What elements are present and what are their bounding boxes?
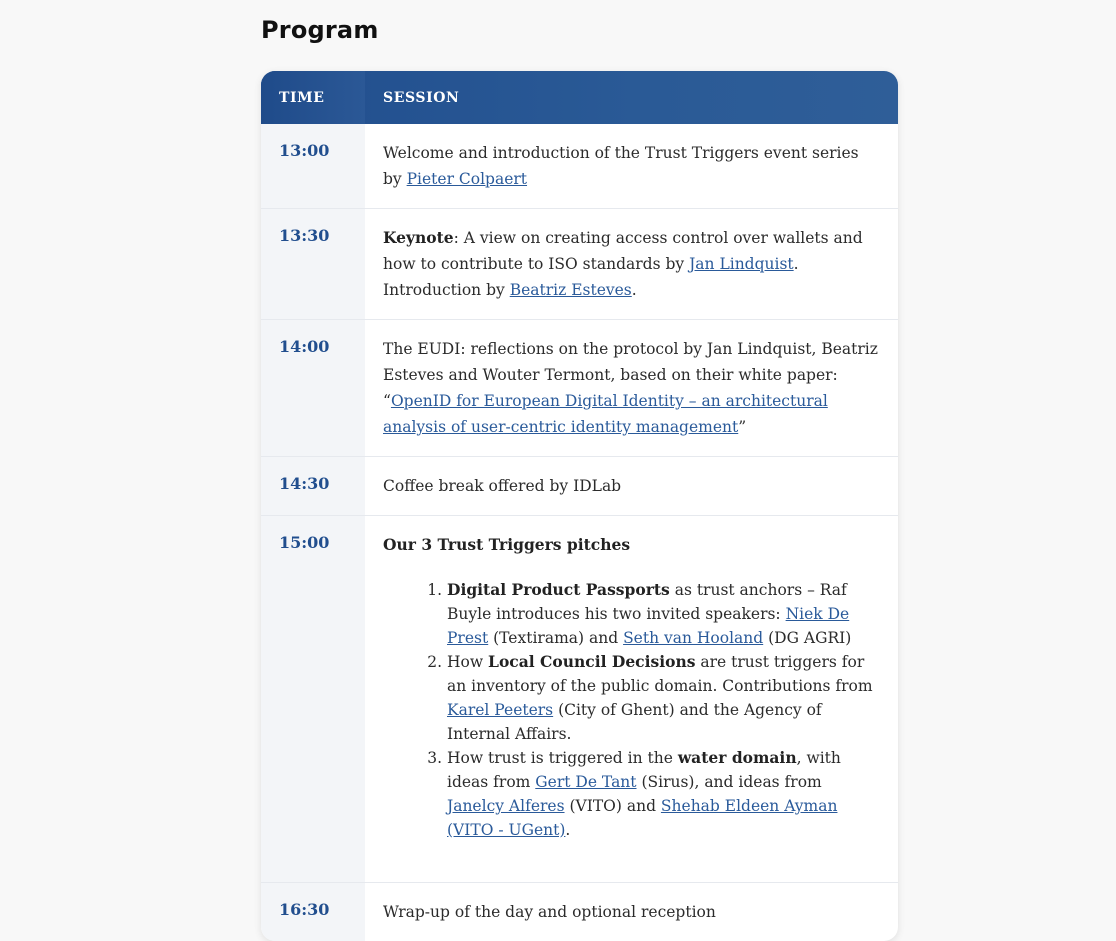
time-cell: 15:00 [261, 516, 365, 882]
bold-text: Digital Product Passports [447, 580, 670, 599]
speaker-link[interactable]: Karel Peeters [447, 701, 554, 719]
speaker-link[interactable]: Seth van Hooland [623, 629, 764, 647]
session-text: Welcome and introduction of the Trust Triggers event series by [383, 144, 859, 188]
speaker-link[interactable]: OpenID for European Digital Identity – an architectural analysis of user-centric identity management [383, 392, 828, 436]
pitches-list [383, 578, 880, 842]
speaker-link[interactable]: Gert De Tant [535, 773, 637, 791]
session-cell [365, 883, 898, 941]
session-text: : A view on creating access control over wallets and how to contribute to ISO standards by [383, 229, 863, 273]
table-row [261, 124, 898, 208]
speaker-link[interactable]: Niek De Prest [447, 605, 850, 647]
table-row [261, 882, 898, 941]
speaker-link[interactable]: Beatriz Esteves [509, 281, 632, 299]
table-body [261, 124, 898, 941]
session-cell [365, 320, 898, 456]
session-cell [365, 457, 898, 515]
table-row [261, 208, 898, 319]
session-text: . [565, 821, 571, 839]
session-text: . [631, 281, 637, 299]
pitches-heading: Our 3 Trust Triggers pitches [383, 535, 631, 554]
bold-text: Local Council Decisions [488, 652, 696, 671]
speaker-link[interactable]: Jan Lindquist [689, 255, 794, 273]
speaker-link[interactable]: Janelcy Alferes [447, 797, 565, 815]
time-cell: 14:00 [261, 320, 365, 456]
header-session: SESSION [383, 89, 460, 106]
session-cell [365, 209, 898, 319]
page-title: Program [261, 16, 379, 44]
session-text: are trust triggers for an inventory of the public domain. Contributions from [447, 653, 873, 695]
session-text: as trust anchors – Raf Buyle introduces his two invited speakers: [447, 581, 847, 623]
session-text: (DG AGRI) [763, 629, 852, 647]
time-cell: 16:30 [261, 883, 365, 941]
session-text: How [447, 653, 489, 671]
table-row [261, 319, 898, 456]
session-text: (City of Ghent) and the Agency of Internal Affairs. [447, 701, 822, 743]
session-cell [365, 516, 898, 882]
list-item [447, 650, 880, 746]
speaker-link[interactable]: Pieter Colpaert [406, 170, 528, 188]
speaker-link[interactable]: Shehab Eldeen Ayman (VITO - UGent) [447, 797, 838, 839]
session-text: ” [738, 418, 747, 436]
program-table [261, 71, 898, 941]
list-item [447, 578, 880, 650]
session-text: . Introduction by [383, 255, 799, 299]
session-text: (VITO) and [564, 797, 661, 815]
list-item [447, 746, 880, 842]
bold-text: Keynote [383, 228, 454, 247]
table-header [261, 71, 898, 124]
time-cell: 14:30 [261, 457, 365, 515]
time-cell: 13:30 [261, 209, 365, 319]
session-text: Coffee break offered by IDLab [383, 477, 622, 495]
header-time: TIME [261, 71, 365, 124]
session-text: The EUDI: reflections on the protocol by Jan Lindquist, Beatriz Esteves and Wouter Termont, based on their white paper: “ [383, 340, 878, 410]
time-cell: 13:00 [261, 124, 365, 208]
session-text: , with ideas from [447, 749, 841, 791]
session-text: How trust is triggered in the [447, 749, 678, 767]
session-cell [365, 124, 898, 208]
bold-text: water domain [677, 748, 797, 767]
session-text: (Sirus), and ideas from [636, 773, 822, 791]
table-row [261, 456, 898, 515]
session-text: (Textirama) and [488, 629, 624, 647]
table-row [261, 515, 898, 882]
session-text: Wrap-up of the day and optional reception [383, 903, 716, 921]
